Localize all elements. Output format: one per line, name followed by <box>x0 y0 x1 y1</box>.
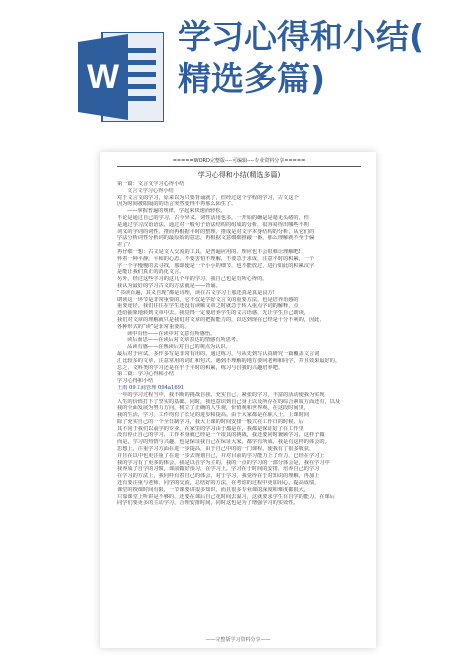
body-line: 我认为最好的学习古文的方法就是——背诵。 <box>117 282 221 289</box>
body-line: 我的生活，学习，工作均有了长足的进步和提高。由于大家都是在职人士，上课时间 <box>117 412 309 419</box>
body-line: 怀着一种平静，平和的心态，不要害怕不理解，不要急于求成，注意平时的积累，一个 <box>117 255 315 262</box>
document-page <box>100 152 376 648</box>
body-line: 词义的字词的词性，推而再根据平时的整理，推成是对文字本身结构的分析，从它们的 <box>117 228 315 235</box>
body-line: 字一个字慢慢的去寻找，那即使是一个小小的细节，也不能放过，进行如此的积累汉字 <box>117 262 315 269</box>
word-document-icon <box>78 32 164 122</box>
body-line: 因为时间被限隔的的语言突然变得不再那么陌生了。 <box>117 201 237 208</box>
body-line: 读中有悟——在读中对文意有所感悟。 <box>127 330 216 337</box>
body-line: 而是，学习的热情与兴趣，也是保证我自己在保证大家，都学有所成，我是有这样的体会的。 <box>117 439 330 446</box>
body-line: 我的全面发展为努力方向，树立了正确的人生观，价值观和世界观。在这段时间里， <box>117 405 309 412</box>
body-line: 朗读这一环节是非常重要的，它不仅是学好文言文的重要方法，也是培养语感的 <box>117 296 299 303</box>
document-footer: ——完整版学习资料分享—— <box>205 637 271 643</box>
body-line: 第一篇：文言文学习心得小结 <box>117 181 185 187</box>
body-line: 还给抽象地转到文章中去。我觉得一定要培养学生的文言语感，先让学生自己朗读， <box>117 310 309 317</box>
banner-title-line-1: 学习心得和小结( <box>178 17 425 56</box>
body-line: 重要途径。我们往往在学生还没有读顺文章之时就急于转入重点字词的解释，点 <box>117 303 299 310</box>
body-line: 再仔细一想：古文是文人交流的工具，是普遍应用的，理应也不会很难让理解吧! <box>117 248 301 255</box>
body-line: 不论是通过自己的学习，古今异义，词性活用也多。一开始的确是是毫无头绪的，但 <box>117 214 309 221</box>
banner <box>0 0 474 135</box>
banner-title <box>178 16 470 100</box>
body-line: 在学习的方法上，我同样有着自己的体会，对于学习，我觉得在于对知识的理解，再加上 <box>117 473 320 480</box>
body-line: 没有停止自己的学习，工作本身就已经是一个很具的挑战，我还要同时兼顾学习，这样子做 <box>117 432 325 439</box>
body-line: 还有要注重与老师、同学的交流，总结好的方法，在考虑的过程中更加用心、提高成绩， <box>117 480 320 487</box>
body-line: 我的学习有了更多的体会，我是以自学为主的，我的一点的学习的一部分体会是，我在学习中 <box>117 459 330 466</box>
body-line: 思想上，注重学习方面在进一步提高，由于自己中的的一门课程，使我有了很多收获， <box>117 446 315 453</box>
body-line: 学法分析词性分析词的最原始的意思，再根据文意细细推敲一番，那么理解就不至于偏 <box>117 235 315 242</box>
body-line: 我们对文章的理解就只是我们对文章的把握能力的，以达到现在已经是十分不利的，因此， <box>117 316 325 323</box>
body-line: 各种形式的“读”是非常重要的。 <box>117 323 190 330</box>
body-line: 第二篇：学习心得和小结 <box>117 371 175 378</box>
document-title: 学习心得和小结(精选多篇) <box>197 171 281 179</box>
body-line: 总之，文科类的学习还是在乎于平时的积累，练习与自我的兴趣培养吧。 <box>117 364 284 371</box>
body-line: 是通过学习汉语语法，通过对一般句子语法结构的组成的分析，很容易得出哪些不明 <box>117 221 309 228</box>
body-line: 最后对于应试，多作多写是非常有用的，通过练习，与从先到写认真研究一篇覆盖文言词 <box>117 350 320 357</box>
body-line: 人生的价值打下了坚实的基础。同时，我也意识到自己身上以及所存在的综合素质方面还有，以及 <box>117 398 341 405</box>
body-line: 学习心得和小结 <box>117 378 154 385</box>
body-line: 是能让我们真正的消化文言。 <box>117 269 185 276</box>
body-line: 只靠课堂上听讲是不够的，还要在课后自己花时间去温习，这就要求学生有自学的能力，在课后 <box>117 493 335 500</box>
body-line: 对于文言文的学习，原来以为只要背诵就了，但经过这个学程的学习，古文这个 <box>117 194 299 201</box>
body-line: 读后而思——在读后对文章表达的情感有所思考。 <box>127 337 242 344</box>
document-header: =====WORD完整版----可编辑----专业资料分享===== <box>172 158 306 164</box>
body-line: 一年的学习过程当中，我不断的挑战自我，充实自己，紧张的学习，丰富的活动使我为实现 <box>117 391 325 398</box>
header-divider <box>117 166 361 167</box>
document-body <box>117 181 361 507</box>
body-line: 同学们要更多的主动学习，合理安排时间，同时这也是为了增强学习的实效性。 <box>117 500 299 507</box>
banner-title-line-2: 精选多篇) <box>178 59 326 98</box>
body-line: 差了？ <box>117 242 133 249</box>
body-line: 品读有感——在熟读后对自己的观点为认识。 <box>127 344 231 351</box>
body-line: 王雨 09工商管理 094a1691 <box>117 384 185 391</box>
body-line: 并且在以中也更注重了在进一步去规划自己，并对目前的学习能力上了作力，已经在学习上 <box>117 452 325 459</box>
body-line: 汇比较多的文章，注意常用的词汇和句式，遇到不理解的地方要问老师和同学，并且效果最好的。 <box>117 357 341 364</box>
body-line: “书读百遍，其义自现”都是诗理，读在古文学习上那还真是真是良方! <box>117 289 275 296</box>
body-line: 我养成了自学的习惯，课前做好预习，在学习上，学习在于时间的安排，培养自己的学习 <box>117 466 320 473</box>
body-line: 除了充实自己的一个全日制学习，我大上课的时间安排一般式在工作日的时候，后 <box>117 418 304 425</box>
word-icon-letter: W <box>86 58 120 96</box>
body-line: 文言文学习心得小结 <box>127 187 174 194</box>
body-line: 课堂的授课时间有限，一节课要讲很多知识，而且很多专业课的深度和难度都很大， <box>117 486 309 493</box>
body-line: 其不同于我们以前学的专业，在家里的学习由于都是在，我都是保证好了在工作里 <box>117 425 304 432</box>
body-line: 另外，经过这些学习的这几个年的学习，我自己也是有所心得的。 <box>117 276 268 283</box>
body-line: ——掌握普遍的规律，学起来快速而轻松。 <box>127 208 226 215</box>
